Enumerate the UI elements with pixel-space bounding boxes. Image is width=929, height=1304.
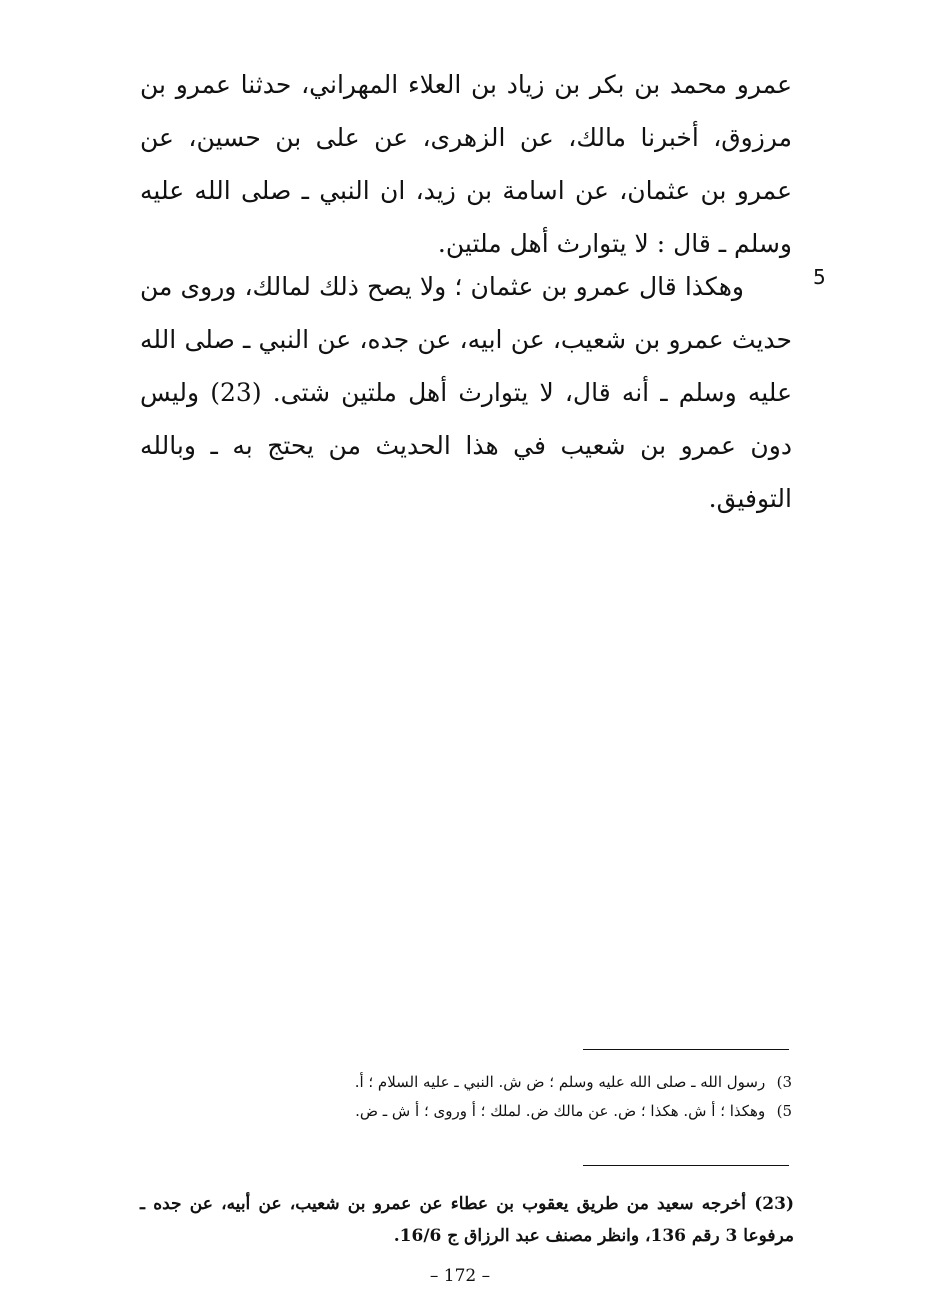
variant-text: وهكذا ؛ أ ش. هكذا ؛ ض. عن مالك ض. لملك ؛ أ وروى ؛ أ ش ـ ض. <box>355 1102 766 1120</box>
variant-line-2 <box>240 1097 792 1126</box>
main-text-paragraph-1 <box>140 58 792 270</box>
paragraph-text: وهكذا قال عمرو بن عثمان ؛ ولا يصح ذلك لمالك، وروى من حديث عمرو بن شعيب، عن ابيه، عن جده، عن النبي ـ صلى الله عليه وسلم ـ أنه قال، لا يتوارث أهل ملتين شتى. (23) وليس دون عمرو بن شعيب في هذا الحديث من يحتج به ـ وبالله التوفيق. <box>140 272 792 513</box>
variant-line-1 <box>240 1068 792 1097</box>
textual-variants-apparatus <box>240 1068 792 1126</box>
main-text-paragraph-2 <box>140 260 792 525</box>
line-number-marker: 5 <box>813 265 826 289</box>
page-number: – 172 – <box>429 1266 491 1286</box>
variants-separator-rule <box>583 1049 789 1050</box>
variant-line-number: 5) <box>776 1102 792 1120</box>
footnote-text: (23) أخرجه سعيد من طريق يعقوب بن عطاء عن عمرو بن شعيب، عن أبيه، عن جده ـ مرفوعا 3 رقم 136، وانظر مصنف عبد الرزاق ج 16/6. <box>140 1194 794 1246</box>
paragraph-text: عمرو محمد بن بكر بن زياد بن العلاء المهراني، حدثنا عمرو بن مرزوق، أخبرنا مالك، عن الزهرى، عن على بن حسين، عن عمرو بن عثمان، عن اسامة بن زيد، ان النبي ـ صلى الله عليه وسلم ـ قال : لا يتوارث أهل ملتين. <box>140 70 792 258</box>
footnote-separator-rule <box>583 1165 789 1166</box>
variant-line-number: 3) <box>776 1073 792 1091</box>
footnote-23 <box>140 1188 794 1252</box>
variant-text: رسول الله ـ صلى الله عليه وسلم ؛ ض ش. النبي ـ عليه السلام ؛ أ. <box>354 1073 766 1091</box>
